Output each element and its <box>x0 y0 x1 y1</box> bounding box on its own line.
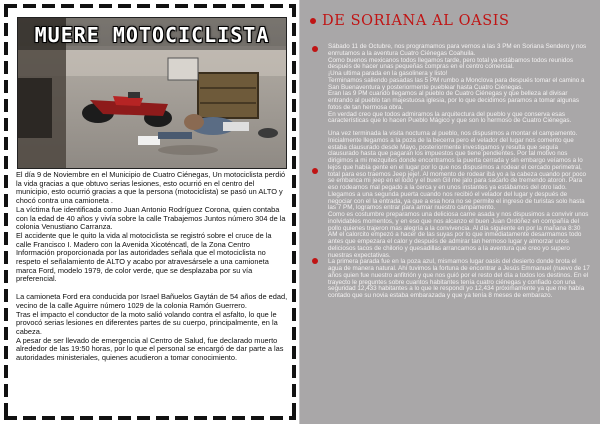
story-paragraph: En verdad creo que todos admiramos la arquitectura del pueblo y que conserva esas características que lo hacen Pueblo Mágico y que son lo hermoso de Cuatro Ciénegas. <box>328 110 572 125</box>
dashed-frame-left <box>4 4 8 420</box>
paragraph-bullet-icon <box>312 168 318 174</box>
article-paragraph: Tras el impacto el conductor de la moto salió volando contra el asfalto, lo que le provocó serias lesiones en diferentes partes de su cuerpo, principalmente, en la cabeza. <box>16 309 278 336</box>
accident-scene-photo <box>17 17 287 169</box>
story-paragraph: Una vez terminada la visita nocturna al pueblo, nos dispusimos a montar el campamento. Inicialmente llegamos a la poza de la becerra pero el velador del lugar nos comento que estaba clausurado desde Mayo, posteriormente investigamos y resulta que seguía clausurado hasta que pagaran los impuestos que tiene pendientes. Por tal motivo nos dirigimos a mi mezquites donde encontramos la puerta cerrada y sin embargo veíamos a lo lejos que había gente en el lugar por lo que nos dispusimos a rodear el cercado perimetral, total para eso traemos Jeep jeje!. Al momento de rodear ibá yo a la cabeza cuando por poco se embanca mi jeep en el lodo y el buen Gil me jalo para sacarlo de tremendo atoron. Para eso rodeamos mal pegado a la cerca y en unos instantes ya estábamos del otro lado. <box>328 130 586 191</box>
dashed-frame-bottom <box>4 416 296 420</box>
story-paragraph: La primera parada fue en la poza azul, mismamos lugar oasis del desierto donde brota el agua de manera natural. Ahí tuvimos la fortuna de encontrar a Jesús Emmanuel (nuevo de 17 años quien fue nuestro anfitrión y que nos guió por el resto del día a todos los destinos. En el trayecto le preguntes sobre cuantos habitantes tenía cuatro ciénegas y confiado con una seguridad 12,433 habitantes a lo que le respondí yo 12,434 próximamente ya que me había contado que su novia estaba embarazada y que ya tenía 8 meses de embarazo. <box>328 258 590 299</box>
story-paragraph: Sábado 11 de Octubre, nos programamos para vernos a las 3 PM en Soriana Sendero y nos enrrutamos a la aventura Cuatro Ciénegas Coahuila. <box>328 43 587 57</box>
story-paragraph: Como buenos mexicanos todos llegamos tarde, pero total ya estábamos todos reunidos después de hacer unas pequeñas compras en el centro comercial. <box>328 56 574 71</box>
travel-story <box>328 44 590 300</box>
article-paragraph: La víctima fue identificada como Juan Antonio Rodríguez Corona, quien contaba con la edad de 40 años y vivía sobre la calle Trabajemos Juntos número 304 de la colonia Venustiano Carranza. <box>16 204 286 232</box>
story-paragraph: Eran las 9 PM cuando llegamos al pueblo de Cuatro Ciénegas y que belleza al divisar entrando al pueblo tan majestuosa iglesia, por lo que decidimos paramos a tomar algunas fotos de tan hermosa obra. <box>328 90 579 111</box>
story-paragraph: Como es costumbre preparamos una deliciosa carne asada y nos dispusimos a convivir unos inolvidables momentos, y en eso que nos alcanzo el buen Juan Ordóñez en compañía del pollo quienes trajeron mas alegría a la convivencia. Al día siguiente en por la mañana 8:30 AM el calorcito empezó a hacer de las suyas por lo que inmediatamente desarmamos todo antes que empezara el calor y después de admirar tan hermoso lugar y almorzar unos deliciosos tacos de chilorio y quesadillas arrancamos a la aventura que creo yo supero nuestras expectativas. <box>328 211 589 259</box>
paragraph-bullet-icon <box>312 46 318 52</box>
dashed-frame-right <box>292 4 296 420</box>
story-paragraph: Llegamos a una segunda puerta cuando nos recibió el velador del lugar y después de negociar con el la entrada, ya que a esa hora no se permite el ingreso de turistas solo hasta las 7 PM, logramos entrar para armar nuestro campamento. <box>328 190 585 212</box>
tub <box>168 58 198 80</box>
article-paragraph: A pesar de ser llevado de emergencia al Centro de Salud, fue declarado muerto alrededor de las 19:50 horas, por lo que el personal se encargó de dar parte a las autoridades ministeriales, quienes acudieron a tomar conocimiento. <box>16 335 284 363</box>
story-paragraph: Terminamos saliendo pasadas las 5 PM rumbo a Monclova para después tomar el camino a San Buenaventura y posteriormente pueblear hasta Cuatro Ciénegas. <box>328 76 585 91</box>
title-bullet-icon <box>310 18 316 24</box>
article-paragraph: El accidente que le quito la vida al motociclista se registró sobre el cruce de la calle Francisco I. Madero con la Avenida Xicoténcatl, de la Zona Centro <box>16 230 272 249</box>
story-title: DE SORIANA AL OASIS <box>322 13 510 29</box>
article-paragraph: La camioneta Ford era conducida por Israel Bañuelos Gaytán de 54 años de edad, vecino de la calle Aguirre número 1029 de la colonia Ramón Guerrero. <box>16 292 288 310</box>
headline: MUERE MOTOCICLISTA <box>18 18 286 50</box>
news-article <box>16 171 288 363</box>
wooden-crate <box>198 73 258 118</box>
story-paragraph: ¡Una ultima parada en la gasolinera y listo! <box>328 70 448 77</box>
article-paragraph: Información proporcionada por las autoridades señala que el motociclista no respeto el señalamiento de ALTO y acabo por atravesársele a una camioneta marca Ford, modelo 1979, de color verde, que se desplazaba por su vía preferencial. <box>16 248 269 284</box>
paragraph-bullet-icon <box>312 258 318 264</box>
article-paragraph: El día 9 de Noviembre en el Municipio de Cuatro Ciénegas, Un motociclista perdió la vida gracias a que obtuvo serias lesiones, esto ocurrió en el centro del municipio, esto ocurrió gracias a que la persona (motociclista) se pasó un ALTO y chocó contra una camioneta . <box>16 170 286 206</box>
dashed-frame-top <box>4 4 296 8</box>
